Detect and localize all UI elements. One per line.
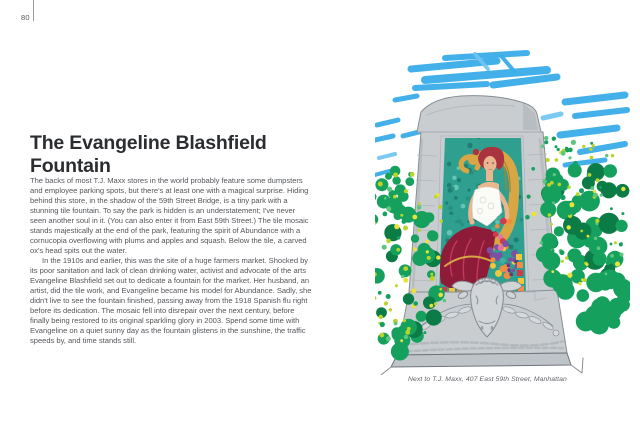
- article-paragraph-1: The backs of most T.J. Maxx stores in the world probably feature some dumpsters and employee parking spots, but there's at least one with a magical surprise. Hiding behind this store, in the shadow of the 59th Street Bridge, is a tiny park with a stunning tile fountain. To say the park is hidden is an understatement; I've never seen another soul in it. (You can also enter it from East 59th Street.) The tile mosaic stands majestically at the end of the park, featuring the spirit of Abundance with a cornucopia overflowing with plums and apples and squash. Below the tile, a carved ox's head spits out the water.: [30, 176, 309, 255]
- fountain-illustration: [375, 40, 630, 375]
- article-title: The Evangeline Blashfield Fountain: [30, 132, 267, 178]
- page-number: 80: [21, 13, 30, 22]
- illustration-caption: Next to T.J. Maxx, 407 East 59th Street, Manhattan: [408, 376, 567, 383]
- mosaic-panel: [433, 134, 533, 300]
- gutter-rule: [33, 0, 34, 21]
- article-body: [30, 176, 313, 346]
- article-paragraph-2: In the 1910s and earlier, this was the site of a huge farmers market. Shocked by its poor sanitation and lack of clean drinking water, activist and advocate of the arts Evangeline Blashfield set out to dedicate a fountain for the market. Her husband, an artist, did the tile work, and Evangeline became his model for Abundance. Sadly, she didn't live to see the fountain finished, passing away from the 1918 Spanish flu right before its dedication. The mosaic fell into disrepair over the next century, before finally being restored to its original sparkling glory in 2003. Spend some time with Evangeline on a quiet sunny day as the fountain glistens in the sunshine, the traffic speeds by, and time stands still.: [30, 256, 312, 345]
